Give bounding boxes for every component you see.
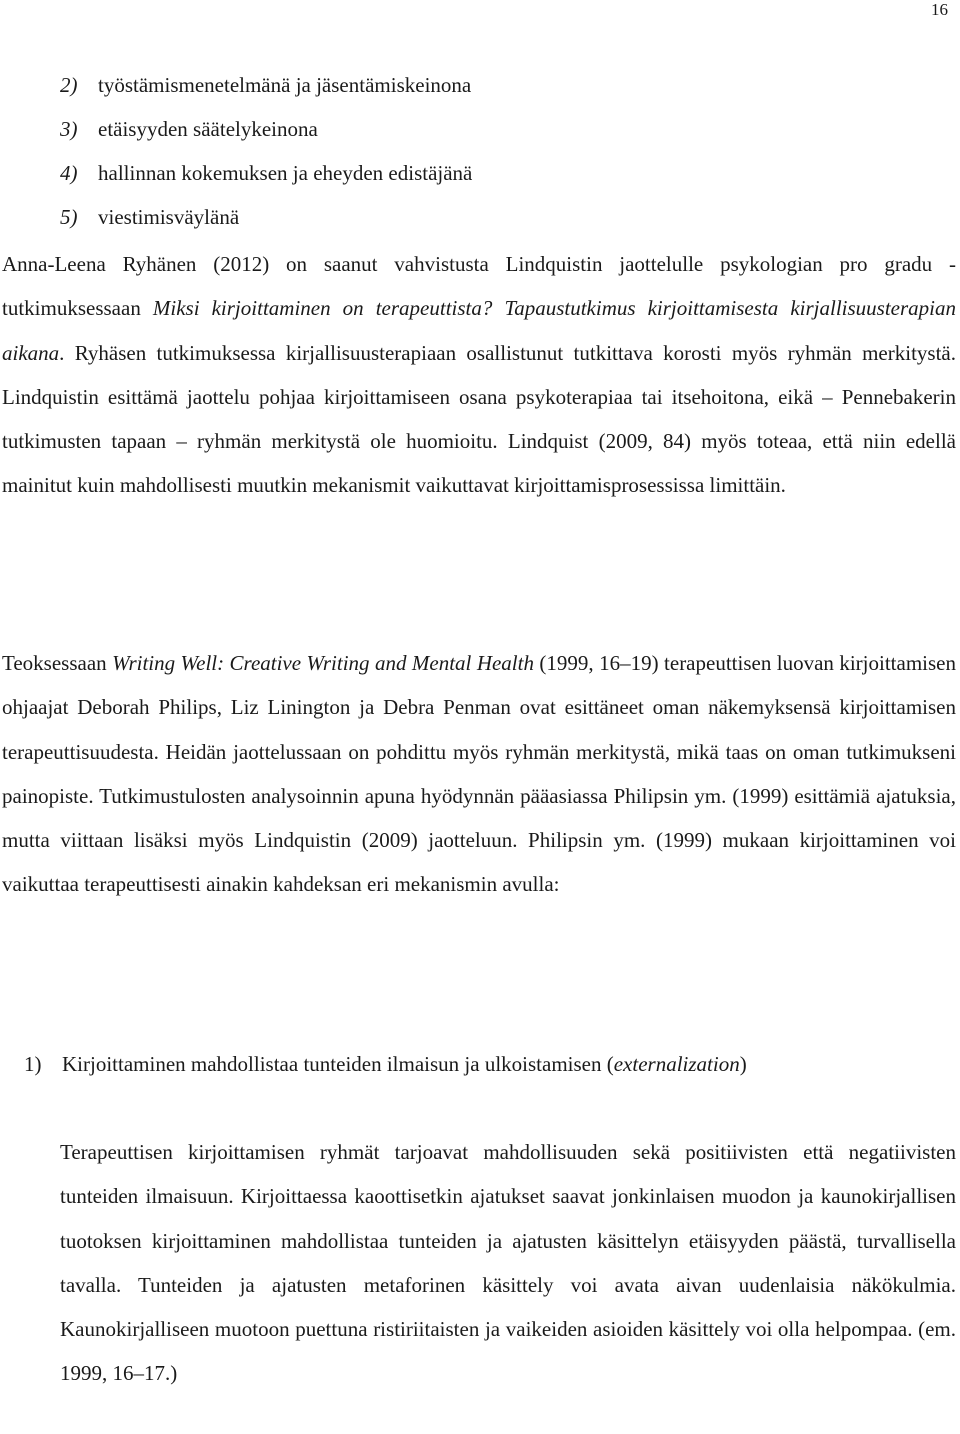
list-text: etäisyyden säätelykeinona (98, 117, 318, 141)
list-number: 3) (60, 117, 78, 141)
list-number: 4) (60, 161, 78, 185)
book-title: Writing Well: Creative Writing and Mental Health (112, 651, 534, 675)
paragraph-writing-well (2, 641, 956, 907)
list-text: viestimisväylänä (98, 205, 240, 229)
mechanism-term: externalization (613, 1052, 740, 1076)
paragraph-text: Teoksessaan (2, 651, 113, 675)
mechanism-number: 1) (24, 1052, 42, 1076)
list-item (60, 160, 472, 186)
list-text: työstämismenetelmänä ja jäsentämiskeinona (98, 73, 472, 97)
paragraph-text: . Ryhäsen tutkimuksessa kirjallisuusterapiaan osallistunut tutkittava korosti myös ryhmän merkitystä. Lindquistin esittämä jaottelu pohjaa kirjoittamiseen osana psykoterapiaa tai itsehoitona, eikä – Pennebakerin tutkimusten tapaan – ryhmän merkitystä ole huomioitu. Lindquist (2009, 84) myös toteaa, että niin edellä mainitut kuin mahdollisesti muutkin mekanismit vaikuttavat kirjoittamisprosessissa limittäin. (2, 340, 956, 498)
page-number: 16 (931, 0, 948, 19)
paragraph-text: (1999, 16–19) terapeuttisen luovan kirjoittamisen ohjaajat Deborah Philips, Liz Linington ja Debra Penman ovat esittäneet oman näkemyksensä kirjoittamisen terapeuttisuudesta. Heidän jaottelussaan on pohdittu myös ryhmän merkitystä, mikä taas on oman tutkimukseni painopiste. Tutkimustulosten analysoinnin apuna hyödynnän pääasiassa Philipsin ym. (1999) esittämiä ajatuksia, mutta viittaan lisäksi myös Lindquistin (2009) jaotteluun. Philipsin ym. (1999) mukaan kirjoittaminen voi vaikuttaa terapeuttisesti ainakin kahdeksan eri mekanismin avulla: (2, 651, 956, 897)
list-item (60, 204, 239, 230)
thesis-title: Miksi kirjoittaminen on terapeuttista? Tapaustutkimus kirjoittamisesta kirjallisuusterapian aikana (2, 296, 956, 365)
paragraph-mechanism-1: Terapeuttisen kirjoittamisen ryhmät tarjoavat mahdollisuuden sekä positiivisten että negatiivisten tunteiden ilmaisuun. Kirjoittaessa kaoottisetkin ajatukset saavat jonkinlaisen muodon ja kaunokirjallisen tuotoksen kirjoittaminen mahdollistaa tunteiden ja ajatusten käsittelyn etäisyyden päästä, turvallisella tavalla. Tunteiden ja ajatusten metaforinen käsittely voi avata aivan uudenlaisia näkökulmia. Kaunokirjalliseen muotoon puettuna ristiriitaisten ja vaikeiden asioiden käsittely voi olla helpompaa. (em. 1999, 16–17.) (60, 1140, 956, 1386)
list-number: 5) (60, 205, 78, 229)
mechanism-title: Kirjoittaminen mahdollistaa tunteiden ilmaisun ja ulkoistamisen ( (62, 1052, 614, 1076)
mechanism-heading (24, 1050, 954, 1078)
list-item (60, 72, 471, 98)
list-text: hallinnan kokemuksen ja eheyden edistäjänä (98, 161, 473, 185)
paragraph-text: Anna-Leena Ryhänen (2012) on saanut vahvistusta Lindquistin jaottelulle psykologian pro gradu -tutkimuksessaan (2, 252, 956, 321)
mechanism-title-end: ) (739, 1052, 747, 1076)
list-item (60, 116, 318, 142)
paragraph-ryhanen (2, 242, 956, 508)
list-number: 2) (60, 73, 78, 97)
